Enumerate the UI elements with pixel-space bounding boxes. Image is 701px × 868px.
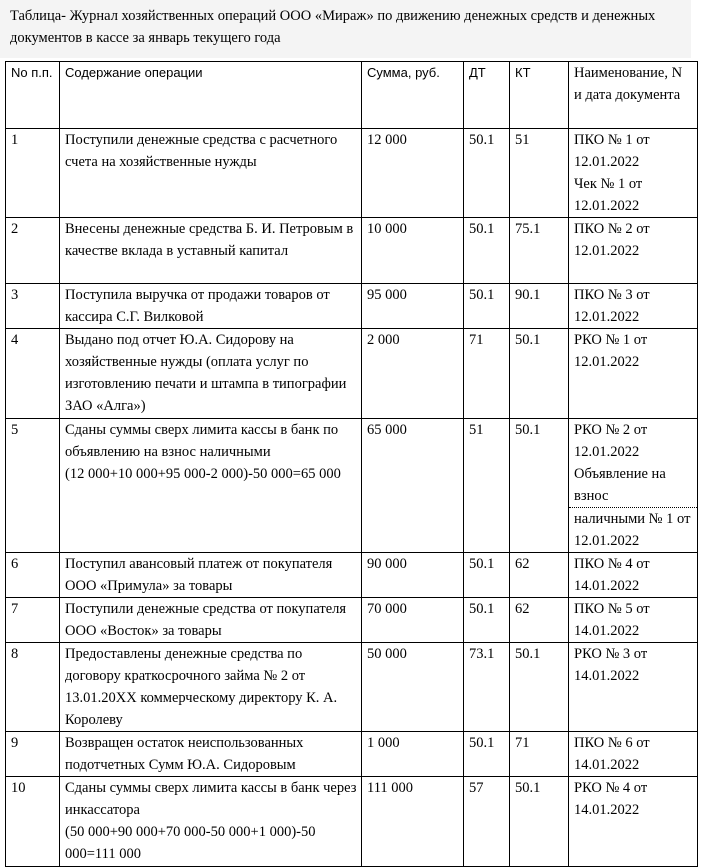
table-row <box>6 732 698 777</box>
cell-kt: 50.1 <box>510 777 569 867</box>
cell-sum: 1 000 <box>362 732 464 777</box>
doc-line: Объявление на взнос <box>574 466 666 504</box>
doc-line: ПКО № 1 от 12.01.2022 <box>574 132 650 170</box>
cell-kt: 90.1 <box>510 284 569 329</box>
table-row <box>6 777 698 867</box>
cell-dt: 50.1 <box>464 284 510 329</box>
cell-dt: 50.1 <box>464 732 510 777</box>
table-row <box>6 218 698 284</box>
table-row <box>6 129 698 218</box>
cell-doc: наличными № 1 от 12.01.2022 <box>569 508 698 553</box>
cell-dt: 57 <box>464 777 510 867</box>
cell-doc: РКО № 3 от 14.01.2022 <box>569 643 698 732</box>
table-row <box>6 419 698 508</box>
cell-doc: РКО № 4 от 14.01.2022 <box>569 777 698 867</box>
cell-dt: 71 <box>464 329 510 419</box>
cell-dt: 73.1 <box>464 643 510 732</box>
header-kt: КТ <box>510 62 569 129</box>
cell-sum: 65 000 <box>362 419 464 553</box>
cell-doc <box>569 129 698 218</box>
cell-content: Поступила выручка от продажи товаров от кассира С.Г. Вилковой <box>60 284 362 329</box>
doc-line: РКО № 2 от 12.01.2022 <box>574 422 648 460</box>
content-formula: (50 000+90 000+70 000-50 000+1 000)-50 000=111 000 <box>65 824 316 862</box>
cell-sum: 70 000 <box>362 598 464 643</box>
cell-no: 10 <box>6 777 60 867</box>
cell-sum: 10 000 <box>362 218 464 284</box>
cell-sum: 12 000 <box>362 129 464 218</box>
cell-no: 3 <box>6 284 60 329</box>
cell-doc: ПКО № 4 от 14.01.2022 <box>569 553 698 598</box>
cell-doc: ПКО № 5 от 14.01.2022 <box>569 598 698 643</box>
cell-content: Поступили денежные средства от покупателя ООО «Восток» за товары <box>60 598 362 643</box>
header-content: Содержание операции <box>60 62 362 129</box>
cell-sum: 50 000 <box>362 643 464 732</box>
cell-content: Возвращен остаток неиспользованных подотчетных Сумм Ю.А. Сидоровым <box>60 732 362 777</box>
cell-doc: ПКО № 3 от 12.01.2022 <box>569 284 698 329</box>
table-row <box>6 553 698 598</box>
header-dt: ДТ <box>464 62 510 129</box>
cell-content: Поступил авансовый платеж от покупателя ООО «Примула» за товары <box>60 553 362 598</box>
content-formula: (12 000+10 000+95 000-2 000)-50 000=65 000 <box>65 466 341 482</box>
cell-kt: 50.1 <box>510 329 569 419</box>
cell-kt: 50.1 <box>510 643 569 732</box>
cell-dt: 50.1 <box>464 218 510 284</box>
cell-sum: 111 000 <box>362 777 464 867</box>
cell-content: Выдано под отчет Ю.А. Сидорову на хозяйственные нужды (оплата услуг по изготовлению печати и штампа в типографии ЗАО «Алга») <box>60 329 362 419</box>
table-row <box>6 329 698 419</box>
cell-no: 2 <box>6 218 60 284</box>
operations-journal-table <box>5 61 698 867</box>
cell-kt: 71 <box>510 732 569 777</box>
header-sum: Сумма, руб. <box>362 62 464 129</box>
doc-line: Чек № 1 от 12.01.2022 <box>574 176 643 214</box>
cell-kt: 51 <box>510 129 569 218</box>
header-no: No п.п. <box>6 62 60 129</box>
cell-content <box>60 777 362 867</box>
content-text: Сданы суммы сверх лимита кассы в банк через инкассатора <box>65 780 357 818</box>
cell-content <box>60 419 362 553</box>
cell-content: Поступили денежные средства с расчетного счета на хозяйственные нужды <box>60 129 362 218</box>
cell-no: 9 <box>6 732 60 777</box>
table-row <box>6 598 698 643</box>
cell-kt: 50.1 <box>510 419 569 553</box>
cell-no: 1 <box>6 129 60 218</box>
cell-sum: 95 000 <box>362 284 464 329</box>
cell-dt: 51 <box>464 419 510 553</box>
cell-no: 8 <box>6 643 60 732</box>
cell-kt: 62 <box>510 598 569 643</box>
cell-no: 5 <box>6 419 60 553</box>
cell-sum: 90 000 <box>362 553 464 598</box>
cell-no: 4 <box>6 329 60 419</box>
cell-doc: РКО № 1 от 12.01.2022 <box>569 329 698 419</box>
cell-dt: 50.1 <box>464 129 510 218</box>
cell-doc: ПКО № 6 от 14.01.2022 <box>569 732 698 777</box>
cell-dt: 50.1 <box>464 598 510 643</box>
cell-kt: 75.1 <box>510 218 569 284</box>
cell-doc <box>569 419 698 508</box>
cell-content: Предоставлены денежные средства по договору краткосрочного займа № 2 от 13.01.20XX коммерческому директору К. А. Королеву <box>60 643 362 732</box>
table-row <box>6 643 698 732</box>
cell-content: Внесены денежные средства Б. И. Петровым в качестве вклада в уставный капитал <box>60 218 362 284</box>
header-doc: Наименование, N и дата документа <box>569 62 698 129</box>
cell-dt: 50.1 <box>464 553 510 598</box>
table-header-row <box>6 62 698 129</box>
content-text: Сданы суммы сверх лимита кассы в банк по объявлению на взнос наличными <box>65 422 339 460</box>
table-row <box>6 284 698 329</box>
table-caption: Таблица- Журнал хозяйственных операций ООО «Мираж» по движению денежных средств и денежных документов в кассе за январь текущего года <box>0 0 691 58</box>
cell-no: 7 <box>6 598 60 643</box>
cell-kt: 62 <box>510 553 569 598</box>
cell-sum: 2 000 <box>362 329 464 419</box>
cell-no: 6 <box>6 553 60 598</box>
cell-doc: ПКО № 2 от 12.01.2022 <box>569 218 698 284</box>
